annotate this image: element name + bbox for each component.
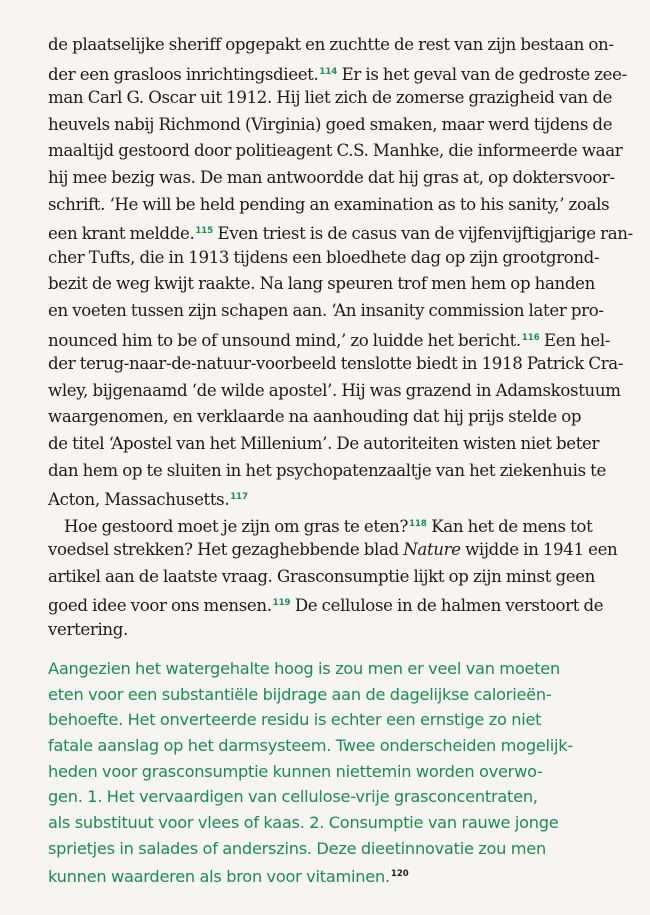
text-span: wley, bijgenaamd ‘de wilde apostel’. Hij was grazend in Adamskostuum: [48, 380, 621, 400]
text-line: [48, 351, 624, 378]
text-line: [48, 564, 613, 591]
text-line: eten voor een substantiële bijdrage aan de dagelijkse calorieën-: [48, 684, 552, 704]
text-line: [48, 431, 613, 458]
text-line: [48, 59, 627, 86]
text-span: hij mee bezig was. De man antwoordde dat hij gras at, op doktersvoor-: [48, 167, 615, 187]
text-span: Hoe gestoord moet je zijn om gras te eten?: [64, 516, 409, 536]
text-line: heden voor grasconsumptie kunnen niettemin worden overwo-: [48, 761, 543, 781]
text-span: goed idee voor ons mensen.: [48, 596, 272, 616]
green-sidebar-text: [48, 656, 613, 887]
text-span: de plaatselijke sheriff opgepakt en zuchtte de rest van zijn bestaan on-: [48, 35, 614, 54]
text-span: dan hem op te sluiten in het psychopatenzaaltje van het ziekenhuis te: [48, 460, 606, 480]
text-span: maaltijd gestoord door politieagent C.S. Manhke, die informeerde waar: [48, 141, 623, 161]
text-span: vertering.: [48, 620, 128, 640]
text-line: als substituut voor vlees of kaas. 2. Consumptie van rauwe jonge: [48, 813, 559, 833]
text-line: behoefte. Het onverteerde residu is echter een ernstige zo niet: [48, 710, 542, 730]
text-span: Kan het de mens tot: [426, 516, 593, 536]
italic-title: Nature: [403, 540, 461, 560]
text-span: cher Tufts, die in 1913 tijdens een bloedhete dag op zijn grootgrond-: [48, 247, 600, 267]
text-line: [48, 862, 613, 888]
text-line: [48, 511, 613, 538]
text-span: Er is het geval van de gedroste zee-: [337, 64, 627, 84]
text-line: sprietjes in salades of anderszins. Deze dieetinnovatie zou men: [48, 838, 546, 858]
text-span: de titel ‘Apostel van het Millenium’. De autoriteiten wisten niet beter: [48, 433, 600, 453]
footnote-marker: 117: [230, 492, 249, 503]
footnote-marker: 118: [409, 518, 427, 529]
text-line: [48, 85, 613, 112]
text-line: [48, 484, 613, 511]
text-line: [48, 218, 633, 245]
text-line: [48, 404, 613, 431]
text-line: [48, 298, 613, 325]
text-span: een krant meldde.: [48, 224, 195, 244]
text-line: [48, 458, 613, 485]
text-span: heuvels nabij Richmond (Virginia) goed smaken, maar werd tijdens de: [48, 114, 613, 134]
text-span: wijdde in 1941 een: [460, 540, 618, 560]
text-span: artikel aan de laatste vraag. Grasconsumptie lijkt op zijn minst geen: [48, 566, 596, 586]
text-span: der een grasloos inrichtingsdieet.: [48, 64, 319, 84]
text-line: Aangezien het watergehalte hoog is zou men er veel van moeten: [48, 659, 561, 678]
text-line: fatale aanslag op het darmsysteem. Twee onderscheiden mogelijk-: [48, 736, 574, 756]
text-span: Een hel-: [539, 330, 611, 350]
text-line: [48, 271, 613, 298]
text-span: Even triest is de casus van de vijfenvijftigjarige ran-: [213, 224, 633, 244]
text-span: bezit de weg kwijt raakte. Na lang speuren trof men hem op handen: [48, 274, 595, 294]
text-span: der terug-naar-de-natuur-voorbeeld tenslotte biedt in 1918 Patrick Cra-: [48, 354, 624, 374]
main-text-block: [48, 32, 633, 644]
footnote-marker: 116: [521, 332, 540, 343]
footnote-marker: 115: [195, 226, 214, 237]
text-span: voedsel strekken? Het gezaghebbende blad: [48, 540, 404, 560]
footnote-marker: 114: [319, 66, 338, 77]
text-line: [48, 245, 613, 272]
footnote-marker: 120: [390, 868, 409, 879]
text-line: gen. 1. Het vervaardigen van cellulose-vrije grasconcentraten,: [48, 787, 538, 807]
text-span: schrift. ‘He will be held pending an examination as to his sanity,’ zoals: [48, 194, 610, 214]
text-line: [48, 138, 623, 165]
text-line: [48, 590, 613, 617]
text-line: [48, 378, 621, 405]
text-span: waargenomen, en verklaarde na aanhouding dat hij prijs stelde op: [48, 407, 582, 427]
text-line: [48, 112, 613, 139]
text-span: Acton, Massachusetts.: [48, 490, 230, 510]
text-span: kunnen waarderen als bron voor vitaminen.: [48, 866, 390, 886]
footnote-marker: 119: [272, 598, 291, 609]
text-span: De cellulose in de halmen verstoort de: [290, 596, 604, 616]
text-line: [48, 165, 613, 192]
text-line: [48, 537, 618, 564]
text-line: [48, 617, 613, 644]
text-line: [48, 325, 613, 352]
text-span: man Carl G. Oscar uit 1912. Hij liet zich de zomerse grazigheid van de: [48, 88, 613, 108]
text-span: nounced him to be of unsound mind,’ zo luidde het bericht.: [48, 330, 521, 350]
text-line: [48, 32, 613, 59]
text-line: [48, 192, 613, 219]
text-span: en voeten tussen zijn schapen aan. ‘An insanity commission later pro-: [48, 300, 604, 320]
